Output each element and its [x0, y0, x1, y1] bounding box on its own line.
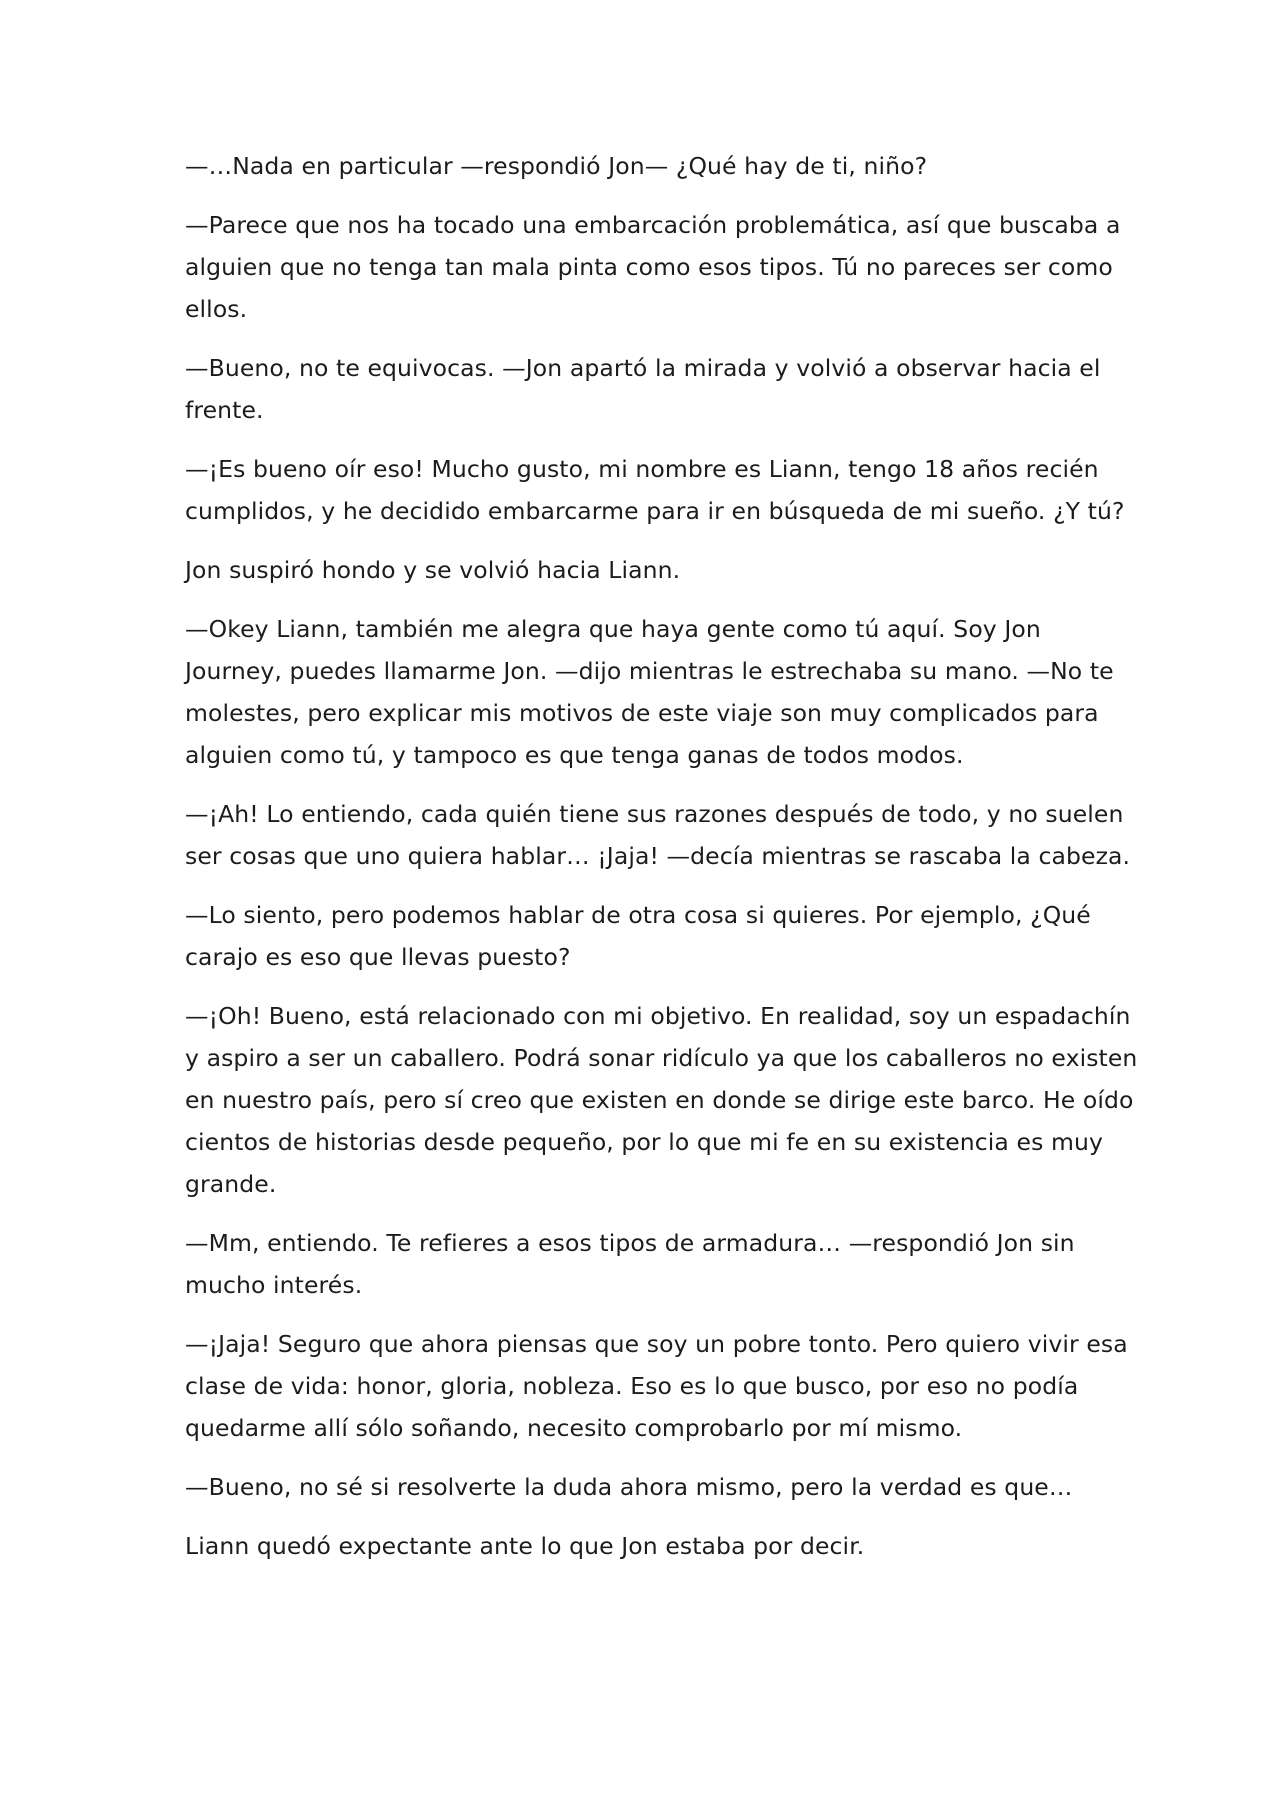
paragraph-3: —Bueno, no te equivocas. —Jon apartó la mirada y volvió a observar hacia el frente.	[185, 354, 1101, 424]
paragraph-10: —Mm, entiendo. Te refieres a esos tipos de armadura… —respondió Jon sin mucho interés.	[185, 1229, 1075, 1299]
paragraph-13: Liann quedó expectante ante lo que Jon estaba por decir.	[185, 1532, 865, 1560]
paragraph-4: —¡Es bueno oír eso! Mucho gusto, mi nombre es Liann, tengo 18 años recién cumplidos, y he decidido embarcarme para ir en búsqueda de mi sueño. ¿Y tú?	[185, 455, 1125, 525]
paragraph-1: —…Nada en particular —respondió Jon— ¿Qué hay de ti, niño?	[185, 152, 928, 180]
paragraph-6: —Okey Liann, también me alegra que haya gente como tú aquí. Soy Jon Journey, puedes llamarme Jon. —dijo mientras le estrechaba su mano. —No te molestes, pero explicar mis motivos de este viaje son muy complicados para alguien como tú, y tampoco es que tenga ganas de todos modos.	[185, 615, 1114, 769]
paragraph-8: —Lo siento, pero podemos hablar de otra cosa si quieres. Por ejemplo, ¿Qué carajo es eso que llevas puesto?	[185, 901, 1091, 971]
paragraph-9: —¡Oh! Bueno, está relacionado con mi objetivo. En realidad, soy un espadachín y aspiro a ser un caballero. Podrá sonar ridículo ya que los caballeros no existen en nuestro país, pero sí creo que existen en donde se dirige este barco. He oído cientos de historias desde pequeño, por lo que mi fe en su existencia es muy grande.	[185, 1002, 1138, 1198]
paragraph-2: —Parece que nos ha tocado una embarcación problemática, así que buscaba a alguien que no tenga tan mala pinta como esos tipos. Tú no pareces ser como ellos.	[185, 211, 1121, 323]
paragraph-5: Jon suspiró hondo y se volvió hacia Liann.	[185, 556, 681, 584]
paragraph-11: —¡Jaja! Seguro que ahora piensas que soy un pobre tonto. Pero quiero vivir esa clase de vida: honor, gloria, nobleza. Eso es lo que busco, por eso no podía quedarme allí sólo soñando, necesito comprobarlo por mí mismo.	[185, 1330, 1128, 1442]
document-body	[185, 145, 1140, 1567]
paragraph-7: —¡Ah! Lo entiendo, cada quién tiene sus razones después de todo, y no suelen ser cosas que uno quiera hablar… ¡Jaja! —decía mientras se rascaba la cabeza.	[185, 800, 1131, 870]
paragraph-12: —Bueno, no sé si resolverte la duda ahora mismo, pero la verdad es que…	[185, 1473, 1073, 1501]
